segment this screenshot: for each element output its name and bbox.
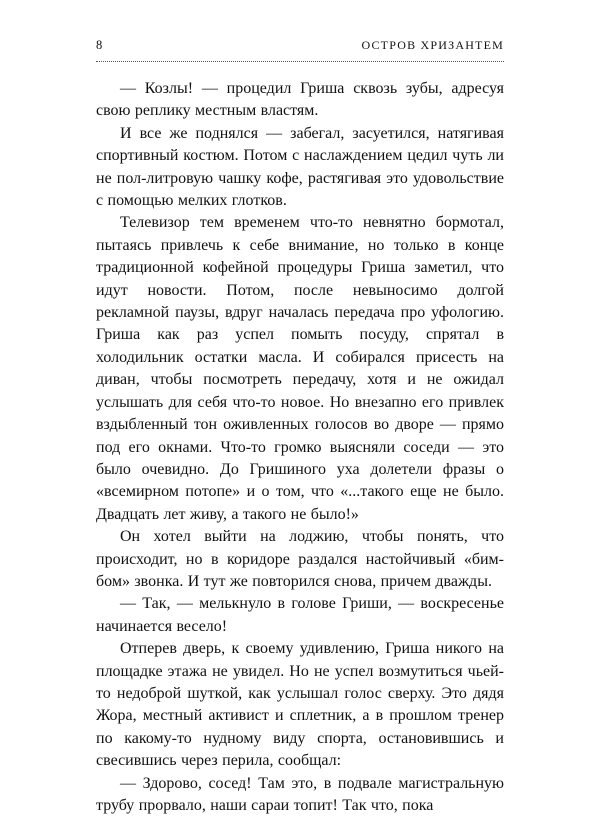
paragraph: Отперев дверь, к своему удивлению, Гриша никого на площадке этажа не увидел. Но не успел возмутиться чьей-то недоброй шуткой, как услышал голос сверху. Это дядя Жора, местный активист и сплетник, а в прошлом тренер по какому-то нудному виду спорта, остановившись и свесившись через перила, сообщал: [96, 640, 504, 770]
paragraph: — Здорово, сосед! Там это, в подвале магистральную трубу прорвало, наши сараи топит! Так что, пока [96, 774, 504, 814]
body-text [96, 78, 504, 817]
paragraph: И все же поднялся — забегал, засуетился, натягивая спортивный костюм. Потом с наслаждением цедил чуть ли не пол-литровую чашку кофе, растягивая это удовольствие с помощью мелких глотков. [96, 124, 504, 210]
running-header [96, 38, 504, 58]
paragraph: Он хотел выйти на лоджию, чтобы понять, что происходит, но в коридоре раздался настойчивый «бим-бом» звонка. И тут же повторился снова, причем дважды. [96, 528, 504, 590]
paragraph: — Так, — мелькнуло в голове Гриши, — воскресенье начинается весело! [96, 595, 504, 635]
header-divider [96, 61, 504, 62]
page-number: 8 [96, 38, 103, 52]
paragraph: — Козлы! — процедил Гриша сквозь зубы, адресуя свою реплику местным властям. [96, 80, 504, 120]
paragraph: Телевизор тем временем что-то невнятно бормотал, пытаясь привлечь к себе внимание, но только в конце традиционной кофейной процедуры Гриша заметил, что идут новости. Потом, после невыносимо долгой рекламной паузы, вдруг началась передача про уфологию. Гриша как раз успел помыть посуду, спрятал в холодильник остатки масла. И собирался присесть на диван, чтобы посмотреть передачу, хотя и не ожидал услышать для себя что-то новое. Но внезапно его привлек вздыбленный тон оживленных голосов во дворе — прямо под его окнами. Что-то громко выясняли соседи — это было очевидно. До Гришиного уха долетели фразы о «всемирном потопе» и о том, что «...такого еще не было. Двадцать лет живу, а такого не было!» [96, 214, 504, 523]
running-title: ОСТРОВ ХРИЗАНТЕМ [361, 38, 504, 52]
